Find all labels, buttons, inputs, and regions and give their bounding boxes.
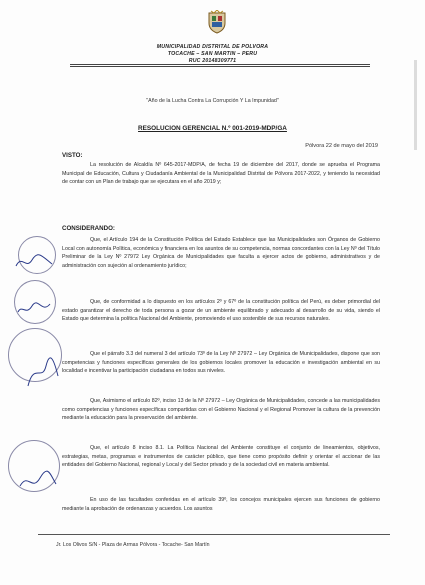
- considerando-paragraph-4: [62, 397, 380, 423]
- year-motto: "Año de la Lucha Contra La Corrupción Y La Impunidad": [146, 98, 279, 104]
- header-location: TOCACHE – SAN MARTIN – PERU: [167, 51, 258, 57]
- paragraph-text: Que, el Artículo 194 de la Constitución Política del Estado Establece que las Municipalidades son Órganos de Gobierno Local con autonomía Política, económica y financiera en los asuntos de su competencia, normas concordantes con la Ley Nº del Título Preliminar de la Ley Nº 27972 Ley Orgánica de Municipalidades que faculta a ejercer actos de gobierno, administrativos y de administración con sujeción al ordenamiento jurídico;: [62, 237, 380, 269]
- header-ruc: RUC 20148309771: [188, 58, 237, 64]
- visto-heading: VISTO:: [62, 152, 83, 159]
- handwritten-signature: [18, 468, 58, 494]
- header-divider: [70, 64, 370, 65]
- considerando-paragraph-2: [62, 298, 380, 324]
- handwritten-signature: [16, 300, 52, 318]
- header-municipality-name: MUNICIPALIDAD DISTRITAL DE POLVORA: [156, 44, 269, 50]
- page-edge-shadow: [414, 60, 417, 150]
- paragraph-text: Que, de conformidad a lo dispuesto en los artículos 2º y 67º de la constitución política del Perú, es deber primordial del estado garantizar el derecho de toda persona a gozar de un ambiente equilibrado y adecuado al desarrollo de su vida, siendo el Estado que determina la política Nacional del Ambiente, promoviendo el uso sostenible de sus recursos naturales.: [62, 299, 380, 323]
- municipal-crest-logo: [206, 10, 228, 34]
- visto-text: La resolución de Alcaldía Nº 645-2017-MDP/A, de fecha 19 de diciembre del 2017, donde se aprueba el Programa Municipal de Educación, Cultura y Ciudadanía Ambiental de la Municipalidad Distrital de Pólvora 2017-2022, y teniendo la necesidad de contar con un Plan de trabajo que se ejecutara en el año 2019 y;: [62, 162, 380, 186]
- considerando-paragraph-3: [62, 350, 380, 376]
- handwritten-signature: [24, 356, 60, 390]
- resolution-date: Pólvora 22 de mayo del 2019: [305, 143, 378, 149]
- considerando-paragraph-1: [62, 236, 380, 270]
- resolution-title: RESOLUCION GERENCIAL N.º 001-2019-MDP/GA: [138, 125, 287, 132]
- paragraph-text: En uso de las facultades conferidas en el artículo 39º, los concejos municipales ejercen sus funciones de gobierno mediante la aprobación de ordenanzas y acuerdos. Los asuntos: [62, 497, 380, 512]
- visto-paragraph: [62, 161, 380, 187]
- paragraph-text: Que, el artículo 8 inciso 8.1. La Política Nacional del Ambiente constituye el conjunto de lineamientos, objetivos, estrategias, metas, programas e instrumentos de carácter público, que tiene como propósito definir y orientar el accionar de las entidades del Gobierno Nacional, regional y Local y del Sector privado y de la sociedad civil en materia ambiental.: [62, 445, 380, 469]
- footer-divider: [38, 534, 390, 535]
- considerando-paragraph-5: [62, 444, 380, 470]
- handwritten-signature: [14, 252, 54, 272]
- considerando-heading: CONSIDERANDO:: [62, 225, 115, 232]
- header-divider: [70, 66, 370, 67]
- paragraph-text: Que el párrafo 3.3 del numeral 3 del artículo 73º de la Ley Nº 27972 – Ley Orgánica de Municipalidades, dispone que son competencias y funciones específicas generales de los gobiernos locales promover la educación e investigación ambiental en su localidad e incentivar la participación ciudadana en todos sus niveles.: [62, 351, 380, 375]
- footer-address: Jr. Los Olivos S/N - Plaza de Armas Pólvora - Tocache- San Martín: [56, 542, 210, 548]
- paragraph-text: Que, Asimismo el artículo 82º, inciso 13 de la Nº 27972 – Ley Orgánica de Municipalidades, concede a las municipalidades como competencias y funciones específicas compartidas con el Gobierno Nacional y el Regional Promover la cultura de la prevención mediante la educación para la preservación del ambiente.: [62, 398, 380, 422]
- considerando-paragraph-6: [62, 496, 380, 513]
